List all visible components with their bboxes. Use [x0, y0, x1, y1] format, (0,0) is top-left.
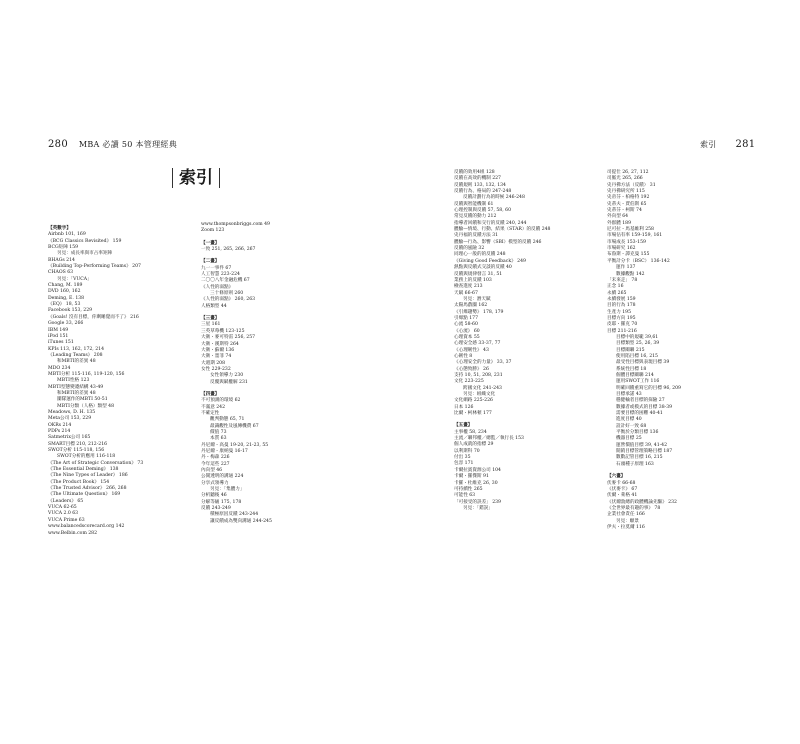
- index-entry: 個人成就的指標 29: [454, 442, 494, 448]
- index-entry: 司提仕 26, 27, 112: [607, 170, 649, 175]
- index-entry: 《心態致勝》 26: [454, 366, 489, 372]
- index-entry: 大衛・墨菲 74: [201, 354, 232, 360]
- index-entry: 《The Nine Types of Leader》 186: [48, 473, 128, 479]
- index-entry: 需要目標的困難 40-41: [616, 411, 663, 417]
- index-entry: 運營價值目標 39, 41-42: [616, 442, 668, 448]
- index-entry: PDPs 214: [48, 429, 71, 434]
- index-entry: 另見：潛天賦: [463, 296, 491, 302]
- index-entry: OKRs 214: [48, 422, 72, 428]
- index-entry: Meta公司 153, 229: [48, 416, 92, 422]
- index-entry: 反饋計劃行為的時候 246-248: [463, 195, 525, 201]
- index-entry: 引爆點 177: [454, 315, 479, 321]
- index-entry: 《心理安全的力量》 33, 37: [454, 360, 512, 366]
- index-entry: 價值 73: [210, 429, 227, 435]
- index-entry: 心流 58-60: [454, 322, 478, 328]
- index-entry: 《The Product Book》 154: [48, 479, 110, 485]
- index-entry: 反饋與智能機制 61: [454, 201, 494, 207]
- index-entry: 《伏爾敦總的政體機論先驅》 232: [607, 499, 677, 505]
- index-title: 索引: [172, 168, 220, 188]
- index-entry: 運用SWOT工作 116: [616, 379, 660, 385]
- index-entry: 日本 126: [454, 404, 474, 410]
- index-entry: VUCA Prime 63: [48, 517, 85, 523]
- index-entry: 《The Trusted Advisor》 266, 268: [48, 486, 127, 492]
- index-entry: 伏麥卡 66-68: [607, 480, 636, 486]
- index-entry: 運作 137: [616, 265, 636, 271]
- index-entry: 市場研究 162: [607, 246, 636, 252]
- index-entry: 三英草莓機 123-125: [201, 328, 245, 334]
- index-section-heading: 【六畫】: [607, 474, 626, 480]
- index-entry: 市場佔有率 159-159, 161: [607, 233, 663, 239]
- index-entry: 《Goals! 沒有目標，你剩睡覺而不了》 216: [48, 314, 139, 320]
- index-section-heading: 【英數字】: [48, 226, 71, 231]
- index-entry: 個體目標關聯 214: [616, 373, 654, 378]
- index-entry: 目標方向 195: [607, 315, 636, 321]
- index-entry: MBTI性格 123: [57, 378, 90, 384]
- index-entry: 另見：成長率與市占率矩陣: [57, 251, 113, 257]
- index-entry: 女性領導力 230: [210, 373, 244, 379]
- index-entry: 機器目標 25: [616, 436, 642, 442]
- index-entry: 熱點與反饋式交談的反饋 40: [454, 265, 512, 271]
- index-entry: SMART目標 210, 212-216: [48, 441, 108, 447]
- index-entry: 三星 161: [201, 322, 221, 328]
- index-entry: 讓反饋成為雙向溝通 244-245: [210, 518, 272, 524]
- index-entry: 九一一事件 67: [201, 265, 232, 271]
- index-entry: 體驗—情境、行動、結果（STAR）的反饋 248: [454, 227, 551, 233]
- index-entry: 心理資本 55: [454, 334, 480, 340]
- index-entry: 數據者或模式的目標 38-39: [616, 404, 673, 410]
- index-entry: Meadows, D. H. 135: [48, 409, 96, 415]
- index-entry: 同理心一般的的反饋 248: [454, 252, 506, 258]
- index-entry: 《Giving Good Feedback》 249: [454, 258, 526, 264]
- right-page-header: [700, 139, 755, 150]
- index-entry: 反覆與賦權解 231: [210, 379, 248, 385]
- index-entry: 尼可拉・馬基維利 258: [607, 227, 654, 233]
- index-entry: 比爾・柯林頓 177: [454, 411, 492, 417]
- index-entry: 丹尼爾・康納曼 16-17: [201, 449, 248, 454]
- index-entry: 反饋 243-249: [201, 506, 231, 512]
- index-entry: 反饋在高效的機制 227: [454, 176, 501, 182]
- index-entry: BCG矩陣 159: [48, 245, 79, 251]
- index-entry: 《人性的弱點》 260, 263: [201, 297, 256, 303]
- index-entry: 史蒂芬・柯斯 74: [607, 208, 642, 214]
- index-entry: 團隊運作的MBTI 50-51: [57, 397, 108, 403]
- index-entry: 今年這些 227: [201, 461, 230, 467]
- index-entry: 觀判動態 65, 71: [210, 417, 245, 423]
- index-entry: 支持 10, 51, 208, 231: [454, 373, 503, 378]
- index-entry: 最識觀性及風傳機費 67: [210, 423, 259, 429]
- index-entry: BHAGs 214: [48, 257, 75, 263]
- index-entry: 石頭種子原理 163: [616, 461, 654, 467]
- index-entry: 反饋與規律發言 31, 51: [454, 271, 503, 277]
- index-entry: 史丹佛研究所 115: [607, 189, 645, 195]
- index-entry: 三十條原則 260: [210, 291, 244, 297]
- index-entry: 《The Art of Strategic Conversation》 73: [48, 460, 144, 466]
- index-column-2: [201, 222, 272, 525]
- index-entry: 史蒂夫・賈伯斯 65: [607, 201, 647, 207]
- index-entry: 人工智慧 223-224: [201, 272, 240, 278]
- index-entry: MBTI分類（人格）類型 48: [57, 403, 115, 409]
- index-entry: 「未來走」 78: [607, 277, 638, 283]
- index-entry: 「可接受的誤差」 239: [454, 499, 501, 505]
- index-entry: Satmetrix公司 165: [48, 435, 91, 441]
- index-entry: VUCA 2.0 63: [48, 511, 79, 517]
- index-entry: 《EQ》 18, 53: [48, 302, 81, 308]
- index-entry: 人格類型 44: [201, 303, 227, 309]
- index-entry: 二〇〇八年金融危機 67: [201, 278, 250, 284]
- index-entry: 《BCG Classics Revisited》 159: [48, 238, 122, 244]
- index-entry: DVD 160, 162: [48, 289, 81, 295]
- index-entry: 心韌性 8: [454, 353, 473, 359]
- index-entry: Facebook 153, 229: [48, 308, 93, 314]
- index-entry: 《The Essential Deming》 138: [48, 467, 119, 473]
- index-entry: 另見：「錯誤」: [463, 505, 493, 511]
- index-entry: MBTI型態變遷結構 43-49: [48, 384, 104, 390]
- index-entry: Airbnb 101, 169: [48, 232, 86, 238]
- index-entry: KPIs 113, 162, 172, 214: [48, 346, 104, 352]
- index-section-heading: 【四畫】: [201, 391, 220, 397]
- index-entry: 體驗—行為、影響（SBI）模型的反饋 246: [454, 239, 542, 245]
- index-entry: SWOT分析 115-118, 156: [48, 448, 105, 454]
- index-entry: 《Building Top-Performing Teams》 207: [48, 264, 141, 270]
- index-entry: Zoom 123: [201, 228, 225, 234]
- index-entry: 公開透明的溝通 224: [201, 474, 244, 480]
- index-entry: 數數記管目標 16, 215: [616, 455, 663, 461]
- index-entry: 目的行為 178: [607, 303, 636, 309]
- index-entry: 反饋規則 133, 132, 134: [454, 182, 506, 188]
- index-entry: 外向型 64: [607, 214, 629, 220]
- index-entry: Google 33, 266: [48, 321, 84, 327]
- index-section-heading: 【五畫】: [454, 423, 473, 429]
- index-entry: 分解等級 175, 178: [201, 499, 242, 505]
- index-entry: CHAOS 63: [48, 270, 74, 276]
- left-page-number: 280: [48, 139, 68, 150]
- index-entry: SWOT分析的應用 116-118: [57, 454, 116, 460]
- index-entry: 永續發展 159: [607, 296, 636, 302]
- index-column-3: [454, 170, 550, 512]
- index-entry: 另見：「VUCA」: [57, 276, 92, 282]
- index-entry: 系統性目標 18: [616, 366, 647, 372]
- index-entry: 目標承諾 43: [616, 392, 642, 398]
- index-entry: www.balancedscorecard.org 142: [48, 524, 125, 530]
- index-entry: 明確回饋重寫它的目標 96, 209: [616, 385, 681, 391]
- index-entry: 跨國文化 241-243: [463, 385, 502, 391]
- index-entry: 正念 16: [607, 284, 624, 290]
- index-entry: 平衡於分類目標 136: [616, 430, 659, 436]
- index-entry: MDO 234: [48, 365, 71, 371]
- index-entry: 另見：願景: [616, 518, 639, 524]
- index-entry: 《The Ultimate Question》 169: [48, 492, 121, 498]
- index-entry: 卡爾・羅傑斯 91: [454, 474, 489, 480]
- index-section-heading: 【三畫】: [201, 316, 220, 322]
- index-entry: 大衛・漢斯特 264: [201, 341, 239, 347]
- index-entry: 不可預測的環境 62: [201, 398, 241, 404]
- index-entry: 業務上的反饋 103: [454, 277, 492, 283]
- index-entry: 目標關聯 215: [616, 347, 645, 353]
- index-column-1: [48, 226, 143, 537]
- index-section-heading: 【二畫】: [201, 259, 220, 265]
- index-entry: 《Leading Teams》 208: [48, 352, 103, 358]
- index-entry: 可持續性 265: [454, 486, 483, 492]
- index-entry: 指導者回饋和交行的反饋 240, 244: [454, 220, 527, 226]
- index-entry: 另見：組織文化: [463, 392, 496, 398]
- index-entry: iPod 151: [48, 333, 69, 339]
- index-entry: www.thompsonbriggs.com 49: [201, 222, 270, 227]
- index-entry: Chang, M. 189: [48, 283, 83, 289]
- index-entry: 本質 63: [210, 436, 227, 442]
- index-entry: 付出 35: [454, 455, 471, 461]
- right-running-title: 索引: [700, 140, 717, 149]
- index-entry: 包容 171: [454, 461, 474, 467]
- index-entry: 《全世界最有趣的事》 78: [607, 505, 661, 511]
- right-page-number: 281: [735, 139, 756, 150]
- index-entry: 心理控制與反饋 57, 58, 60: [454, 208, 511, 214]
- index-entry: 永續 265: [607, 290, 627, 296]
- index-entry: 目標 211-216: [607, 328, 637, 334]
- index-entry: 市場成長 153-159: [607, 239, 646, 245]
- index-entry: 分享式領導力: [201, 480, 229, 486]
- index-entry: 分析聽後 46: [201, 493, 227, 499]
- index-entry: 丹尼爾・高曼 19-20, 21-23, 55: [201, 442, 269, 448]
- index-entry: 布魯斯・譚克曼 155: [607, 252, 650, 258]
- index-section-heading: 【一畫】: [201, 240, 220, 246]
- index-entry: 《心流》 60: [454, 328, 480, 334]
- index-entry: 大衛・麥可特雷 256, 257: [201, 335, 256, 341]
- index-entry: 檢查進度 213: [454, 284, 483, 290]
- index-entry: 平衡計分卡（BSC） 136-142: [607, 258, 670, 264]
- index-entry: 丹・梅森 226: [201, 455, 230, 461]
- left-page-header: [48, 139, 177, 150]
- index-entry: 積極原因反饋 243-244: [210, 512, 259, 518]
- index-entry: 內向型 46: [201, 468, 223, 474]
- index-entry: 皮耶・羅克 70: [607, 322, 638, 328]
- index-entry: 主事權 58, 234: [454, 429, 487, 435]
- index-entry: 不確定性: [201, 410, 220, 416]
- index-entry: 最受性目標與表現目標 39: [616, 360, 670, 366]
- index-entry: 外群體 189: [607, 220, 632, 226]
- index-entry: 太陽馬戲團 162: [454, 303, 488, 309]
- index-entry: 設計好一致 68: [616, 423, 647, 429]
- index-entry: 伏爾・萊格 41: [607, 493, 638, 499]
- index-entry: 不滿意 242: [201, 404, 226, 410]
- index-entry: 常見反饋的動力 212: [454, 214, 497, 220]
- index-column-4: [607, 170, 681, 531]
- index-entry: 進度目標 40: [616, 417, 642, 423]
- index-entry: 和MBTI的差異 48: [57, 359, 96, 365]
- index-entry: 卡羅・杜維克 26, 30: [454, 480, 498, 486]
- index-entry: 《引爆趨勢》 178, 179: [454, 309, 504, 315]
- index-entry: 女性 229-232: [201, 366, 231, 372]
- index-entry: 目標類型 25, 26, 39: [616, 341, 660, 347]
- index-entry: 以利斯科 70: [454, 448, 480, 454]
- index-entry: 和MBTI的差異 48: [57, 390, 96, 396]
- index-entry: 一致 251, 265, 266, 267: [201, 247, 256, 253]
- index-entry: 史帝芬・柏格特 192: [607, 195, 650, 201]
- index-entry: 反饋的效用4組 128: [454, 170, 495, 175]
- index-entry: 伊夫・拉莫爾 116: [607, 524, 645, 530]
- index-entry: 穩健輸者目標的探險 27: [616, 398, 665, 404]
- index-entry: 文化網路 225-226: [454, 398, 493, 404]
- index-entry: 《心理韌性》 43: [454, 347, 489, 353]
- index-entry: 卡爾拉賓資源公司 104: [454, 467, 501, 473]
- index-entry: 《伏麥卡》 67: [607, 486, 638, 492]
- index-entry: 使用陷目標 16, 215: [616, 353, 658, 359]
- index-entry: 主流／聯邦權／總監／執行長 153: [454, 436, 524, 442]
- index-entry: 反饋行為、格局的 247-248: [454, 189, 512, 195]
- index-entry: IBM 149: [48, 327, 69, 333]
- index-entry: 目標中的規範 39,61: [616, 334, 659, 340]
- index-entry: 反饋的風險 32: [454, 246, 485, 252]
- index-entry: 《Leaders》 65: [48, 498, 84, 504]
- index-entry: www.Belbin.com 282: [48, 530, 98, 536]
- index-entry: iTunes 151: [48, 340, 74, 346]
- index-entry: 數據觀點 142: [616, 271, 645, 277]
- index-entry: MBTI分析 115-116, 119-120, 156: [48, 371, 125, 377]
- index-entry: VUCA 62-65: [48, 505, 77, 511]
- index-entry: 史丹佛方法（反饋） 31: [607, 182, 656, 188]
- index-entry: 司脈光 265, 266: [607, 176, 643, 182]
- index-entry: 《人性的弱點》: [201, 284, 234, 290]
- index-entry: 可能性 63: [454, 493, 476, 499]
- index-entry: 大衛・蘇爾 136: [201, 347, 235, 353]
- index-entry: 心理安全感 33-37, 77: [454, 341, 501, 347]
- index-entry: 另見：「集體力」: [210, 487, 245, 493]
- index-entry: Deming, E. 138: [48, 295, 85, 301]
- index-entry: 開銷目標管理策略目標 187: [616, 449, 673, 455]
- index-entry: 天賦 66-67: [454, 290, 478, 296]
- index-entry: 生產力 195: [607, 309, 632, 315]
- index-entry: 史丹福的反饋方法 31: [454, 233, 499, 239]
- left-running-title: MBA 必讀 50 本管理經典: [78, 140, 177, 149]
- index-entry: 大週期 208: [201, 360, 226, 366]
- index-entry: 企業社會責任 166: [607, 512, 645, 518]
- index-entry: 文化 223-225: [454, 379, 484, 385]
